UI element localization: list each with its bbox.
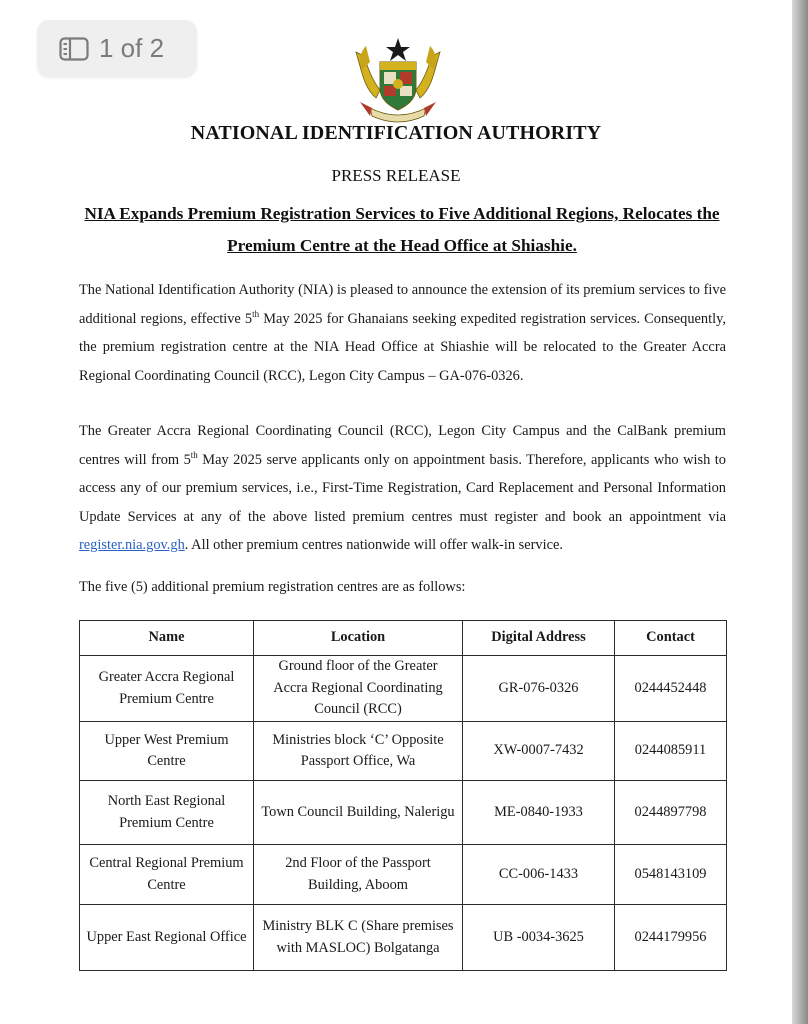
header-location: Location bbox=[254, 621, 463, 656]
cell-contact: 0244897798 bbox=[615, 781, 727, 845]
table-row bbox=[80, 845, 727, 905]
paragraph-text: The Greater Accra Regional Coordinating Council (RCC), Legon City Campus and the CalBank premium centres will from 5 bbox=[79, 423, 726, 468]
paragraph-text: . All other premium centres nationwide will offer walk-in service. bbox=[184, 537, 563, 553]
organization-title: NATIONAL IDENTIFICATION AUTHORITY bbox=[190, 122, 602, 144]
table-row bbox=[80, 905, 727, 971]
superscript: th bbox=[190, 449, 198, 460]
sidebar-pages-icon bbox=[59, 37, 89, 61]
document-type: PRESS RELEASE bbox=[331, 166, 461, 185]
table-header-row bbox=[80, 621, 727, 656]
cell-location: Town Council Building, Nalerigu bbox=[254, 781, 463, 845]
cell-digital-address: UB -0034-3625 bbox=[463, 905, 615, 971]
cell-name: Central Regional Premium Centre bbox=[80, 845, 254, 905]
headline: NIA Expands Premium Registration Services to Five Additional Regions, Relocates the Premium Centre at the Head Office at Shiashie. bbox=[84, 204, 720, 255]
cell-digital-address: GR-076-0326 bbox=[463, 656, 615, 722]
header-digital-address: Digital Address bbox=[463, 621, 615, 656]
page-indicator-label: 1 of 2 bbox=[99, 33, 165, 63]
registration-link[interactable]: register.nia.gov.gh bbox=[79, 537, 185, 553]
superscript: th bbox=[252, 308, 260, 319]
paragraph-text: May 2025 serve applicants only on appointment basis. Therefore, applicants who wish to access any of our premium services, i.e., First-Time Registration, Card Replacement and Personal Information Update Services at any of the above listed premium centres must register and book an appointment via bbox=[79, 451, 726, 525]
cell-location: 2nd Floor of the Passport Building, Aboom bbox=[254, 845, 463, 905]
premium-centres-table bbox=[79, 620, 727, 971]
paragraph-announcement bbox=[79, 276, 726, 390]
cell-contact: 0244085911 bbox=[615, 722, 727, 781]
cell-name: Greater Accra Regional Premium Centre bbox=[80, 656, 254, 722]
table-row bbox=[80, 656, 727, 722]
cell-contact: 0548143109 bbox=[615, 845, 727, 905]
table-row bbox=[80, 722, 727, 781]
paragraph-appointments bbox=[79, 417, 726, 560]
paragraph-text: The National Identification Authority (NIA) is pleased to announce the extension of its premium services to five additional regions, effective 5 bbox=[79, 282, 726, 327]
page-indicator-pill[interactable] bbox=[37, 20, 197, 77]
cell-digital-address: ME-0840-1933 bbox=[463, 781, 615, 845]
paragraph-text: May 2025 for Ghanaians seeking expedited registration services. Consequently, the premium registration centre at the NIA Head Office at Shiashie will be relocated to the Greater Accra Regional Coordinating Council (RCC), Legon City Campus – GA-076-0326. bbox=[79, 310, 726, 384]
cell-contact: 0244179956 bbox=[615, 905, 727, 971]
cell-contact: 0244452448 bbox=[615, 656, 727, 722]
cell-location: Ministry BLK C (Share premises with MASLOC) Bolgatanga bbox=[254, 905, 463, 971]
viewer-edge bbox=[792, 0, 808, 1024]
table-row bbox=[80, 781, 727, 845]
cell-name: Upper West Premium Centre bbox=[80, 722, 254, 781]
header-contact: Contact bbox=[615, 621, 727, 656]
header-name: Name bbox=[80, 621, 254, 656]
cell-location: Ground floor of the Greater Accra Regional Coordinating Council (RCC) bbox=[254, 656, 463, 722]
cell-name: North East Regional Premium Centre bbox=[80, 781, 254, 845]
cell-name: Upper East Regional Office bbox=[80, 905, 254, 971]
coat-of-arms-emblem bbox=[350, 32, 446, 124]
paragraph-table-intro: The five (5) additional premium registration centres are as follows: bbox=[79, 579, 466, 595]
cell-digital-address: XW-0007-7432 bbox=[463, 722, 615, 781]
cell-location: Ministries block ‘C’ Opposite Passport Office, Wa bbox=[254, 722, 463, 781]
cell-digital-address: CC-006-1433 bbox=[463, 845, 615, 905]
